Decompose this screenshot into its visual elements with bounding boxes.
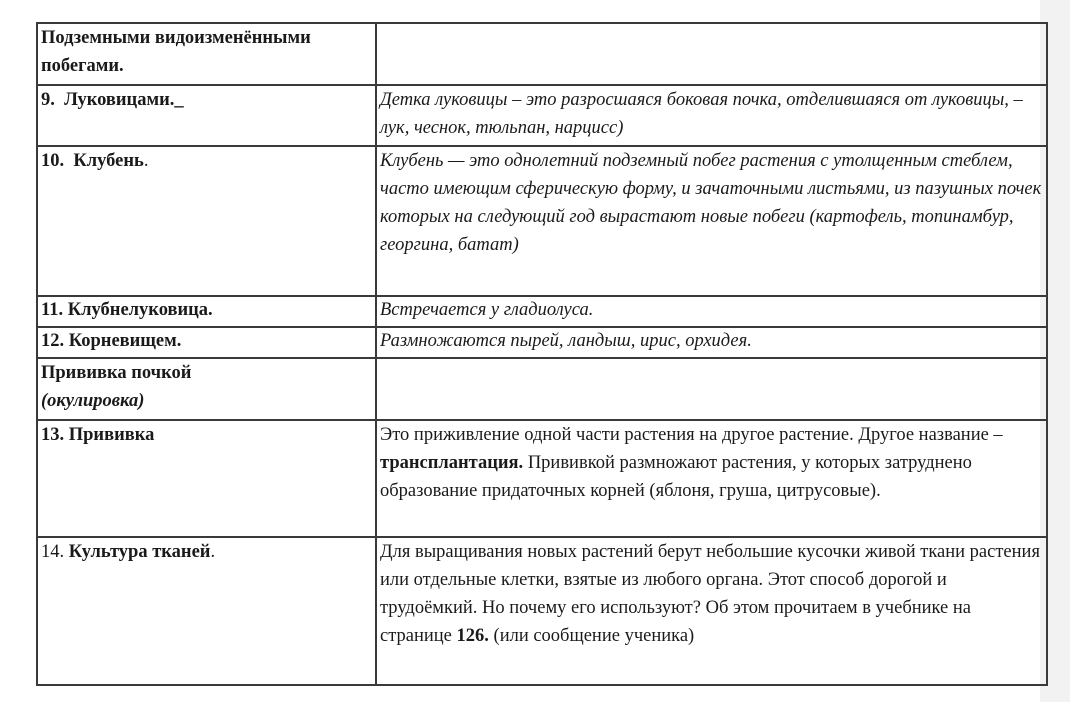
cell-text: Подземными видоизменёнными побегами. bbox=[41, 28, 311, 76]
row-description bbox=[376, 146, 1047, 296]
cell-text: (или сообщение ученика) bbox=[488, 626, 695, 646]
table-row bbox=[37, 23, 1047, 85]
row-description bbox=[376, 296, 1047, 327]
row-heading bbox=[37, 327, 376, 358]
cell-text: . Корневищем. bbox=[59, 331, 182, 351]
row-heading bbox=[37, 296, 376, 327]
cell-text: Детка луковицы – это разросшаяся боковая почка, отделившаяся от луковицы, – лук, чеснок, тюльпан, нарцисс) bbox=[380, 90, 1023, 138]
row-heading bbox=[37, 85, 376, 146]
highlighted-term: трансплантация. bbox=[380, 453, 524, 473]
cell-text: Клубень — это однолетний подземный побег растения с утолщенным стеблем, часто имеющим сферическую форму, и зачаточными листьями, из пазушных почек которых на следующий год вырастают новые побеги (картофель, топинамбур, георгина, батат) bbox=[380, 151, 1042, 255]
reproduction-table bbox=[36, 22, 1048, 686]
page-number: 126. bbox=[456, 626, 489, 646]
table-row bbox=[37, 85, 1047, 146]
cell-text: Размножаются пырей, ландыш, ирис, орхидея. bbox=[380, 331, 752, 351]
row-heading bbox=[37, 23, 376, 85]
row-description bbox=[376, 358, 1047, 420]
cell-text: Это приживление одной части растения на другое растение. Другое название – bbox=[380, 425, 1003, 445]
item-number: 14. bbox=[41, 542, 65, 562]
cell-text: Культура тканей bbox=[64, 542, 211, 562]
cell-text-tail: . bbox=[143, 151, 149, 171]
table-row bbox=[37, 146, 1047, 296]
item-number: 9. bbox=[41, 90, 55, 110]
cell-text: Встречается у гладиолуса. bbox=[380, 300, 594, 320]
cell-text: 13. Прививка bbox=[41, 425, 155, 445]
item-number: 11 bbox=[41, 300, 59, 320]
table-row bbox=[37, 358, 1047, 420]
item-number: 12 bbox=[41, 331, 60, 351]
row-description bbox=[376, 420, 1047, 537]
cell-text: Прививкой размножают растения, у которых затруднено образование придаточных корней (яблоня, груша, цитрусовые). bbox=[380, 453, 972, 501]
cell-text: Клубень bbox=[73, 151, 144, 171]
row-description bbox=[376, 327, 1047, 358]
cell-text: Прививка почкой bbox=[41, 363, 192, 383]
row-heading bbox=[37, 537, 376, 685]
table-row bbox=[37, 296, 1047, 327]
row-heading bbox=[37, 358, 376, 420]
row-description bbox=[376, 23, 1047, 85]
row-description bbox=[376, 85, 1047, 146]
row-heading bbox=[37, 146, 376, 296]
row-description bbox=[376, 537, 1047, 685]
cell-text: Луковицами._ bbox=[64, 90, 184, 110]
cell-text: Для выращивания новых растений берут небольшие кусочки живой ткани растения или отдельные клетки, взятые из любого органа. Этот способ дорогой и трудоёмкий. Но почему его используют? Об этом прочитаем в учебнике на странице bbox=[380, 542, 1040, 646]
table-row bbox=[37, 327, 1047, 358]
cell-text-tail: . bbox=[210, 542, 216, 562]
cell-text: . Клубнелуковица. bbox=[58, 300, 213, 320]
table-row bbox=[37, 537, 1047, 685]
cell-subtext: (окулировка) bbox=[41, 391, 145, 411]
table-row bbox=[37, 420, 1047, 537]
item-number: 10. bbox=[41, 151, 65, 171]
row-heading bbox=[37, 420, 376, 537]
